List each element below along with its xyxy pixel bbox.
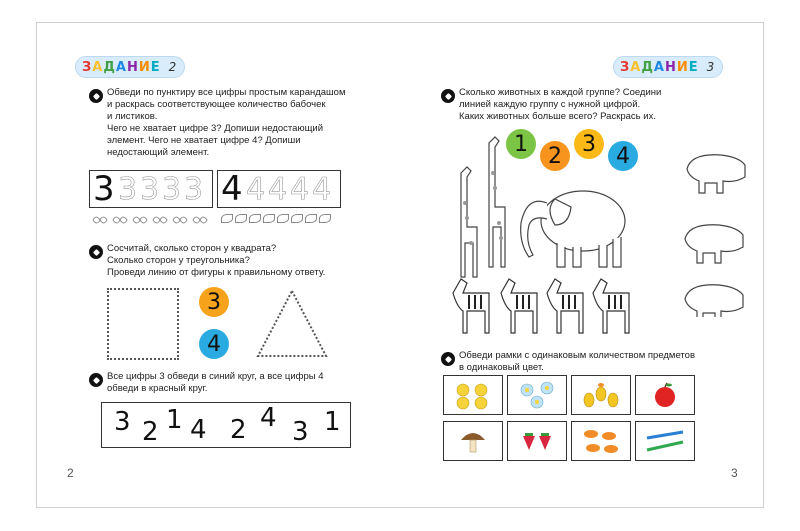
- mushroom-icon: [451, 426, 495, 456]
- leaf-icon: [277, 214, 289, 223]
- digit-item[interactable]: 4: [260, 403, 277, 433]
- leaf-icon: [221, 214, 233, 223]
- digit-item[interactable]: 2: [142, 417, 159, 447]
- frames-instructions: Обведи рамки с одинаковым количеством предметов в одинаковый цвет.: [459, 350, 696, 373]
- task-header-number: 2: [168, 60, 177, 74]
- task-header-word: ЗАДАНИЕ: [82, 59, 161, 75]
- task-bullet-icon: [441, 352, 455, 366]
- leaf-row: [221, 214, 331, 223]
- elephant-illustration[interactable]: [513, 173, 633, 273]
- digit-3-sample: 3: [93, 169, 115, 209]
- frame-pears[interactable]: [571, 375, 631, 415]
- digits-frame: [101, 402, 351, 448]
- pencils-icon: [643, 426, 687, 456]
- task-bullet-icon: [89, 89, 103, 103]
- square-shape[interactable]: [107, 288, 179, 360]
- left-page: [37, 23, 401, 509]
- hippos-illustration[interactable]: [681, 147, 751, 317]
- task-bullet-icon: [441, 89, 455, 103]
- dotted-digit: 3: [118, 172, 138, 207]
- leaf-icon: [305, 214, 317, 223]
- task-header-number: 3: [706, 60, 715, 74]
- task-header-badge: [613, 56, 723, 78]
- apple-icon: [643, 380, 687, 410]
- triangle-shape[interactable]: [255, 288, 329, 360]
- frame-chicks[interactable]: [443, 375, 503, 415]
- digit-item[interactable]: 1: [166, 405, 183, 435]
- task-header-word: ЗАДАНИЕ: [620, 59, 699, 75]
- task2-instructions: Сосчитай, сколько сторон у квадрата? Сколько сторон у треугольника? Проведи линию от фигуры к правильному ответу.: [107, 243, 326, 278]
- digit-item[interactable]: 3: [114, 407, 131, 437]
- dotted-digit: 4: [312, 172, 332, 207]
- leaf-icon: [263, 214, 275, 223]
- page-number: 2: [67, 466, 74, 480]
- butterfly-row: [91, 214, 211, 226]
- fish-icon: [579, 426, 623, 456]
- pears-icon: [579, 380, 623, 410]
- leaf-icon: [235, 214, 247, 223]
- book-spread: [36, 22, 764, 508]
- giraffes-illustration[interactable]: [439, 133, 519, 283]
- leaf-icon: [249, 214, 261, 223]
- digit-item[interactable]: 3: [292, 417, 309, 447]
- dotted-digit: 3: [184, 172, 204, 207]
- right-page: [401, 23, 765, 509]
- flowers-icon: [515, 380, 559, 410]
- leaf-icon: [319, 214, 331, 223]
- trace-frame-4[interactable]: [217, 170, 341, 208]
- task3-instructions: Все цифры 3 обведи в синий круг, а все цифры 4 обведи в красный круг.: [107, 371, 324, 394]
- frame-fish[interactable]: [571, 421, 631, 461]
- page-number: 3: [731, 466, 738, 480]
- digit-item[interactable]: 2: [230, 415, 247, 445]
- animals-instructions: Сколько животных в каждой группе? Соедини линией каждую группу с нужной цифрой. Каких животных больше всего? Раскрась их.: [459, 87, 662, 122]
- leaf-icon: [291, 214, 303, 223]
- trace-frame-3[interactable]: [89, 170, 213, 208]
- number-circle-4[interactable]: 4: [608, 141, 638, 171]
- frame-pencils[interactable]: [635, 421, 695, 461]
- frame-apple[interactable]: [635, 375, 695, 415]
- frame-strawberries[interactable]: [507, 421, 567, 461]
- zebras-illustration[interactable]: [449, 273, 649, 335]
- frame-flowers[interactable]: [507, 375, 567, 415]
- dotted-digit: 3: [162, 172, 182, 207]
- dotted-digit: 3: [140, 172, 160, 207]
- number-circle-2[interactable]: 2: [540, 141, 570, 171]
- task-bullet-icon: [89, 245, 103, 259]
- task-header-badge: [75, 56, 185, 78]
- number-circle-1[interactable]: 1: [506, 129, 536, 159]
- answer-circle-4[interactable]: 4: [199, 329, 229, 359]
- task-bullet-icon: [89, 373, 103, 387]
- strawberries-icon: [515, 426, 559, 456]
- task1-instructions: Обведи по пунктиру все цифры простым карандашом и раскрась соответствующее количество бабочек и листиков. Чего не хватает цифре 3? Допиши недостающий элемент. Чего не хватает цифре 4? Допиши недостающий элемент.: [107, 87, 346, 158]
- number-circle-3[interactable]: 3: [574, 129, 604, 159]
- digit-item[interactable]: 4: [190, 415, 207, 445]
- digit-4-sample: 4: [221, 169, 243, 209]
- answer-circle-3[interactable]: 3: [199, 287, 229, 317]
- frame-mushroom[interactable]: [443, 421, 503, 461]
- butterfly-icons: [91, 214, 211, 226]
- dotted-digit: 4: [290, 172, 310, 207]
- digit-item[interactable]: 1: [324, 407, 341, 437]
- dotted-digit: 4: [246, 172, 266, 207]
- dotted-digit: 4: [268, 172, 288, 207]
- chicks-icon: [451, 380, 495, 410]
